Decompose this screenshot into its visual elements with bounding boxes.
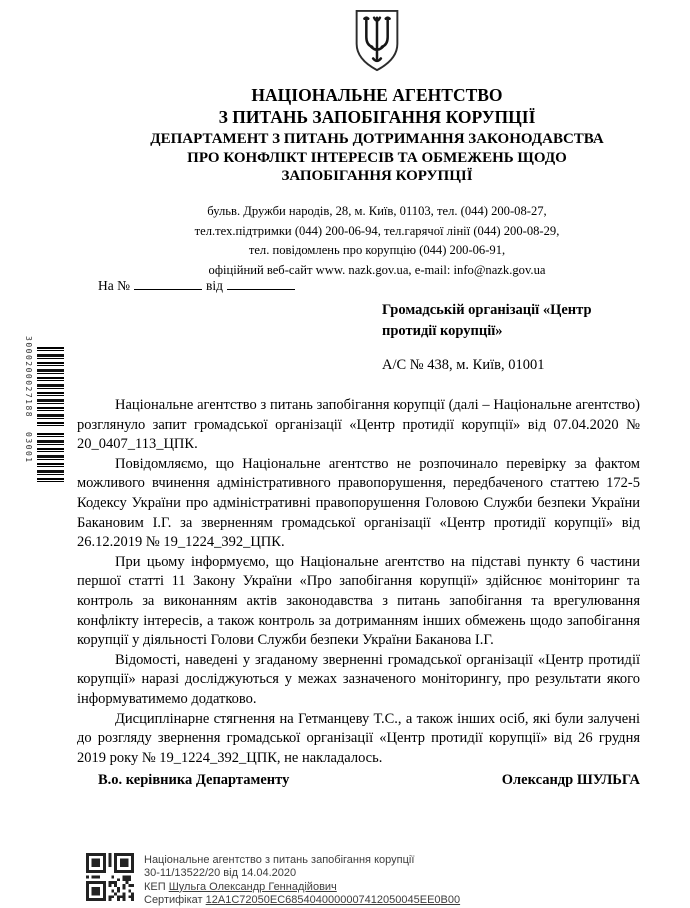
reference-no-blank [134,276,202,290]
reference-no-label: На № [98,278,130,293]
qr-code-icon [86,853,134,901]
stamp-certificate-prefix: Сертифікат [144,894,206,907]
ukraine-trident-emblem-icon [0,9,690,73]
stamp-certificate-line [144,894,460,907]
department-title-line3: ЗАПОБІГАННЯ КОРУПЦІЇ [281,168,473,184]
stamp-kep-prefix: КЕП [144,880,169,893]
paragraph-2: Повідомляємо, що Національне агентство не розпочинало перевірку за фактом можливого вчинення адміністративного правопорушення, передбаченого статтею 172-5 Кодексу України про адміністративні правопорушення Головою Служби безпеки України Бакановим І.Г. за зверненням громадської організації «Центр протидії корупції» від 26.12.2019 № 19_1224_392_ЦПК. [77,455,640,551]
recipient-address: А/С № 438, м. Київ, 01001 [382,357,545,373]
barcode-digits-top: 3000200027188 [24,336,33,419]
agency-title-line2: З ПИТАНЬ ЗАПОБІГАННЯ КОРУПЦІЇ [218,107,536,127]
paragraph-5: Дисциплінарне стягнення на Гетманцеву Т.С., а також інших осіб, які були залучені до розгляду звернення громадської організації «Центр протидії корупції» від 26 грудня 2019 року № 19_1224_392_ЦПК, не накладалось. [77,710,640,766]
contact-line-phones2: тел. повідомлень про корупцію (044) 200-06-91, [248,243,506,257]
stamp-certificate-value: 12A1C72050EC6854040000007412050045EE0B00 [205,894,461,907]
department-title [64,130,690,186]
agency-title-line1: НАЦІОНАЛЬНЕ АГЕНТСТВО [251,85,503,105]
stamp-kep-line [144,881,460,894]
contact-line-address: бульв. Дружби народів, 28, м. Київ, 01103, тел. (044) 200-08-27, [207,204,547,218]
barcode-icon [22,332,66,488]
contact-block [64,202,690,280]
contact-line-phones1: тел.тех.підтримки (044) 200-06-94, тел.гарячої лінії (044) 200-08-29, [194,223,560,238]
paragraph-3: При цьому інформуємо, що Національне агентство на підставі пункту 6 частини першої статті 11 Закону України «Про запобігання корупції» здійснює моніторинг та контроль за виконанням актів законодавства з питань запобігання та врегулювання конфлікту інтересів, а також контроль за дотриманням інших обмежень щодо запобігання корупції у діяльності Голови Служби безпеки України Баканова І.Г. [77,553,640,649]
barcode-digits-bottom: 03001 [24,432,33,464]
signatory-name: Олександр ШУЛЬГА [501,772,640,788]
department-title-line1: ДЕПАРТАМЕНТ З ПИТАНЬ ДОТРИМАННЯ ЗАКОНОДАВСТВА [150,131,604,147]
recipient-name: Громадській організації «Центр протидії корупції» [382,302,592,339]
recipient-block [382,300,597,376]
department-title-line2: ПРО КОНФЛІКТ ІНТЕРЕСІВ ТА ОБМЕЖЕНЬ ЩОДО [187,149,567,166]
reference-vid-label: від [206,278,223,293]
stamp-text [144,854,460,908]
paragraph-4: Відомості, наведені у згаданому зверненні громадської організації «Центр протидії корупції» наразі досліджуються у межах зазначеного моніторингу, про результати якого інформуватимемо додатково. [77,651,640,707]
letter-body [77,396,640,768]
paragraph-1: Національне агентство з питань запобігання корупції (далі – Національне агентство) розглянуло запит громадської організації «Центр протидії корупції» від 07.04.2020 № 20_0407_113_ЦПК. [77,397,640,453]
reference-date-blank [227,276,295,290]
digital-signature-stamp [86,853,460,908]
barcode-bars-top [37,347,64,428]
stamp-number-date-line: 30-11/13522/20 від 14.04.2020 [144,867,297,880]
reference-line [98,276,299,294]
stamp-kep-name: Шульга Олександр Геннадійович [168,880,337,893]
barcode-bars-bottom [37,433,64,483]
signature-row [98,772,640,789]
signatory-position: В.о. керівника Департаменту [98,772,290,788]
agency-title [64,84,690,128]
contact-line-web-email: офіційний веб-сайт www. nazk.gov.ua, e-mail: info@nazk.gov.ua [208,262,546,277]
stamp-agency-line: Національне агентство з питань запобігання корупції [144,854,415,866]
